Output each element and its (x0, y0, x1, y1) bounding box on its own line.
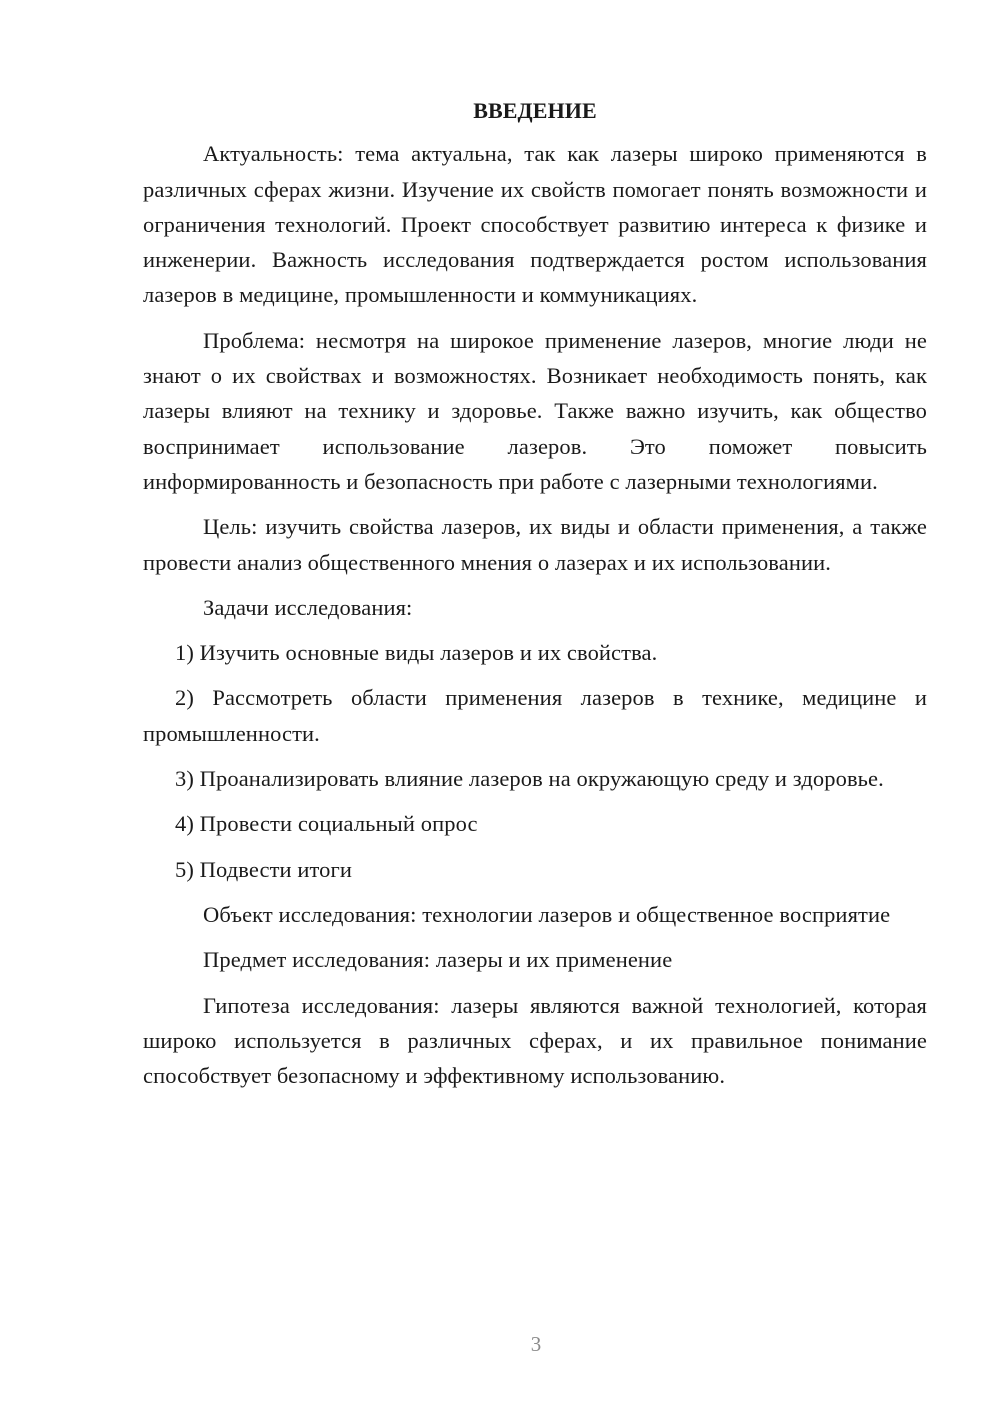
problem-paragraph: Проблема: несмотря на широкое применение лазеров, многие люди не знают о их свойствах и возможностях. Возникает необходимость понять, как лазеры влияют на технику и здоровье. Также важно изучить, как общество воспринимает использование лазеров. Это поможет повысить информированность и безопасность при работе с лазерными технологиями. (143, 327, 927, 494)
task-item-2: 2) Рассмотреть области применения лазеров в технике, медицине и промышленности. (143, 685, 927, 746)
object-paragraph: Объект исследования: технологии лазеров и общественное восприятие (203, 901, 891, 927)
tasks-heading: Задачи исследования: (203, 594, 413, 620)
relevance-paragraph: Актуальность: тема актуальна, так как лазеры широко применяются в различных сферах жизни. Изучение их свойств помогает понять возможности и ограничения технологий. Проект способствует развитию интереса к физике и инженерии. Важность исследования подтверждается ростом использования лазеров в медицине, промышленности и коммуникациях. (143, 141, 927, 308)
page-number: 3 (530, 1332, 542, 1356)
task-item-4: 4) Провести социальный опрос (175, 811, 478, 837)
task-item-1: 1) Изучить основные виды лазеров и их свойства. (175, 640, 658, 666)
subject-paragraph: Предмет исследования: лазеры и их применение (203, 947, 673, 973)
task-item-3: 3) Проанализировать влияние лазеров на окружающую среду и здоровье. (175, 766, 884, 792)
task-item-5: 5) Подвести итоги (175, 856, 352, 882)
hypothesis-paragraph: Гипотеза исследования: лазеры являются важной технологией, которая широко используется в различных сферах, и их правильное понимание способствует безопасному и эффективному использованию. (143, 992, 927, 1089)
document-body (143, 93, 927, 1103)
goal-paragraph: Цель: изучить свойства лазеров, их виды и области применения, а также провести анализ общественного мнения о лазерах и их использовании. (143, 514, 927, 575)
page-title: ВВЕДЕНИЕ (473, 98, 597, 123)
